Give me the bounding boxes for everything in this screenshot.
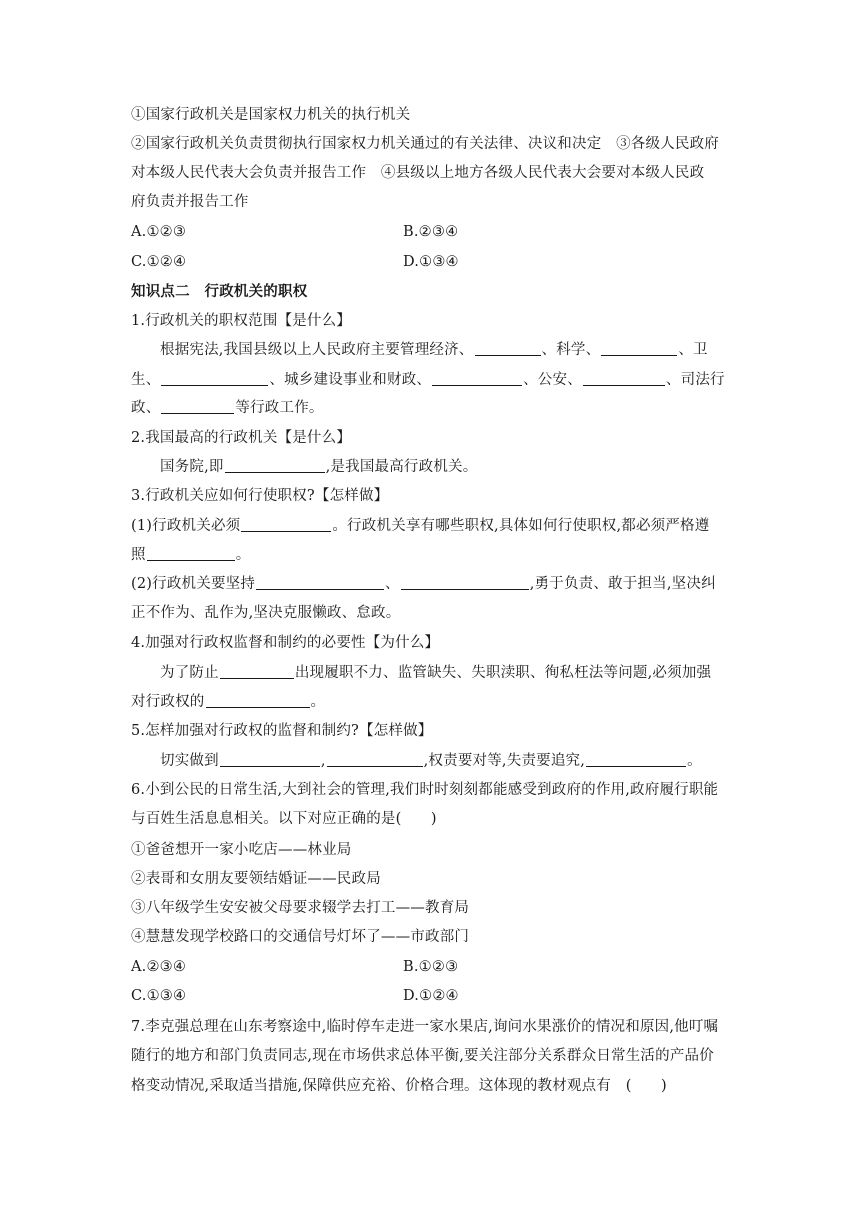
point-5-line1 xyxy=(160,751,702,771)
point-1-line1 xyxy=(160,340,708,360)
q5-option-d: D.①③④ xyxy=(403,254,459,270)
point-4-title: 4.加强对行政权监督和制约的必要性【为什么】 xyxy=(131,635,440,651)
text: 出现履职不力、监管缺失、失职渎职、徇私枉法等问题,必须加强 xyxy=(294,665,712,681)
text: 对行政权的 xyxy=(131,694,205,710)
text: (1)行政机关必须 xyxy=(131,518,241,534)
text: 。 xyxy=(687,753,702,769)
point-2-line1 xyxy=(160,457,477,477)
text: 照 xyxy=(131,547,146,563)
blank xyxy=(206,693,310,708)
blank xyxy=(147,546,235,561)
section-title: 知识点二 行政机关的职权 xyxy=(131,283,308,300)
blank xyxy=(586,752,686,767)
blank xyxy=(327,752,423,767)
point-4-line2 xyxy=(131,692,325,712)
text: 根据宪法,我国县级以上人民政府主要管理经济、 xyxy=(160,342,474,358)
blank xyxy=(225,458,325,473)
text: 。 xyxy=(235,547,251,563)
text: 生、 xyxy=(131,372,161,388)
blank xyxy=(241,517,331,532)
blank xyxy=(220,664,294,679)
point-1-line3 xyxy=(131,398,324,418)
q6-stem-line1: 6.小到公民的日常生活,大到社会的管理,我们时时刻刻都能感受到政府的作用,政府履行职能 xyxy=(131,782,719,798)
point-1-title: 1.行政机关的职权范围【是什么】 xyxy=(131,313,352,329)
q7-line2: 随行的地方和部门负责同志,现在市场供求总体平衡,要关注部分关系群众日常生活的产品价 xyxy=(131,1048,714,1064)
text: ,勇于负责、敢于担当,坚决纠 xyxy=(529,576,716,592)
q6-option-a: A.②③④ xyxy=(131,959,187,975)
text: 、公安、 xyxy=(523,372,582,388)
text: 、 xyxy=(385,576,400,592)
blank xyxy=(475,341,541,356)
q5-statement-2-line1: ②国家行政机关负责贯彻执行国家权力机关通过的有关法律、决议和决定 ③各级人民政府 xyxy=(131,136,719,152)
q6-stem-line2: 与百姓生活息息相关。以下对应正确的是( ) xyxy=(131,811,437,827)
point-4-line1 xyxy=(160,663,711,683)
point-3-line4: 正不作为、乱作为,坚决克服懒政、怠政。 xyxy=(131,605,401,621)
q5-statement-2-line3: 府负责并报告工作 xyxy=(131,194,249,210)
blank xyxy=(401,575,529,590)
text: 、卫 xyxy=(678,342,708,358)
point-3-line2 xyxy=(131,545,250,565)
point-5-title: 5.怎样加强对行政权的监督和制约?【怎样做】 xyxy=(131,723,433,739)
blank xyxy=(432,371,522,386)
text: 、司法行 xyxy=(665,372,725,388)
text: 。行政机关享有哪些职权,具体如何行使职权,都必须严格遵 xyxy=(332,518,710,534)
text: ,权责要对等,失责要追究, xyxy=(423,753,586,769)
point-3-title: 3.行政机关应如何行使职权?【怎样做】 xyxy=(131,488,389,504)
q5-option-a: A.①②③ xyxy=(131,224,187,240)
q6-option-b: B.①②③ xyxy=(403,959,459,975)
blank xyxy=(161,371,268,386)
text: 、科学、 xyxy=(541,342,601,358)
blank xyxy=(583,371,665,386)
point-1-line2 xyxy=(131,370,725,390)
q6-option-d: D.①②④ xyxy=(403,988,459,1004)
text: 等行政工作。 xyxy=(235,400,324,416)
text: 国务院,即 xyxy=(160,459,224,475)
blank xyxy=(220,752,320,767)
q7-line3: 格变动情况,采取适当措施,保障供应充裕、价格合理。这体现的教材观点有 ( ) xyxy=(131,1078,667,1094)
text: 切实做到 xyxy=(160,753,219,769)
q6-statement-4: ④慧慧发现学校路口的交通信号灯坏了——市政部门 xyxy=(131,929,470,945)
text: ,是我国最高行政机关。 xyxy=(325,459,478,475)
text: , xyxy=(320,753,326,769)
q5-statement-1: ①国家行政机关是国家权力机关的执行机关 xyxy=(131,107,411,123)
q5-option-b: B.②③④ xyxy=(403,224,459,240)
point-3-line1 xyxy=(131,516,709,536)
text: 政、 xyxy=(131,400,161,416)
q6-statement-2: ②表哥和女朋友要领结婚证——民政局 xyxy=(131,871,381,887)
blank xyxy=(601,341,677,356)
q5-statement-2-line2: 对本级人民代表大会负责并报告工作 ④县级以上地方各级人民代表大会要对本级人民政 xyxy=(131,165,705,181)
text: (2)行政机关要坚持 xyxy=(131,576,256,592)
blank xyxy=(256,575,384,590)
text: 。 xyxy=(310,694,326,710)
q6-statement-1: ①爸爸想开一家小吃店——林业局 xyxy=(131,842,352,858)
q7-line1: 7.李克强总理在山东考察途中,临时停车走进一家水果店,询问水果涨价的情况和原因,他叮嘱 xyxy=(131,1019,719,1035)
q5-option-c: C.①②④ xyxy=(131,254,187,270)
text: 、城乡建设事业和财政、 xyxy=(269,372,432,388)
point-2-title: 2.我国最高的行政机关【是什么】 xyxy=(131,430,352,446)
text: 为了防止 xyxy=(160,665,219,681)
q6-statement-3: ③八年级学生安安被父母要求辍学去打工——教育局 xyxy=(131,900,470,916)
blank xyxy=(161,399,234,414)
point-3-line3 xyxy=(131,574,716,594)
q6-option-c: C.①③④ xyxy=(131,988,187,1004)
